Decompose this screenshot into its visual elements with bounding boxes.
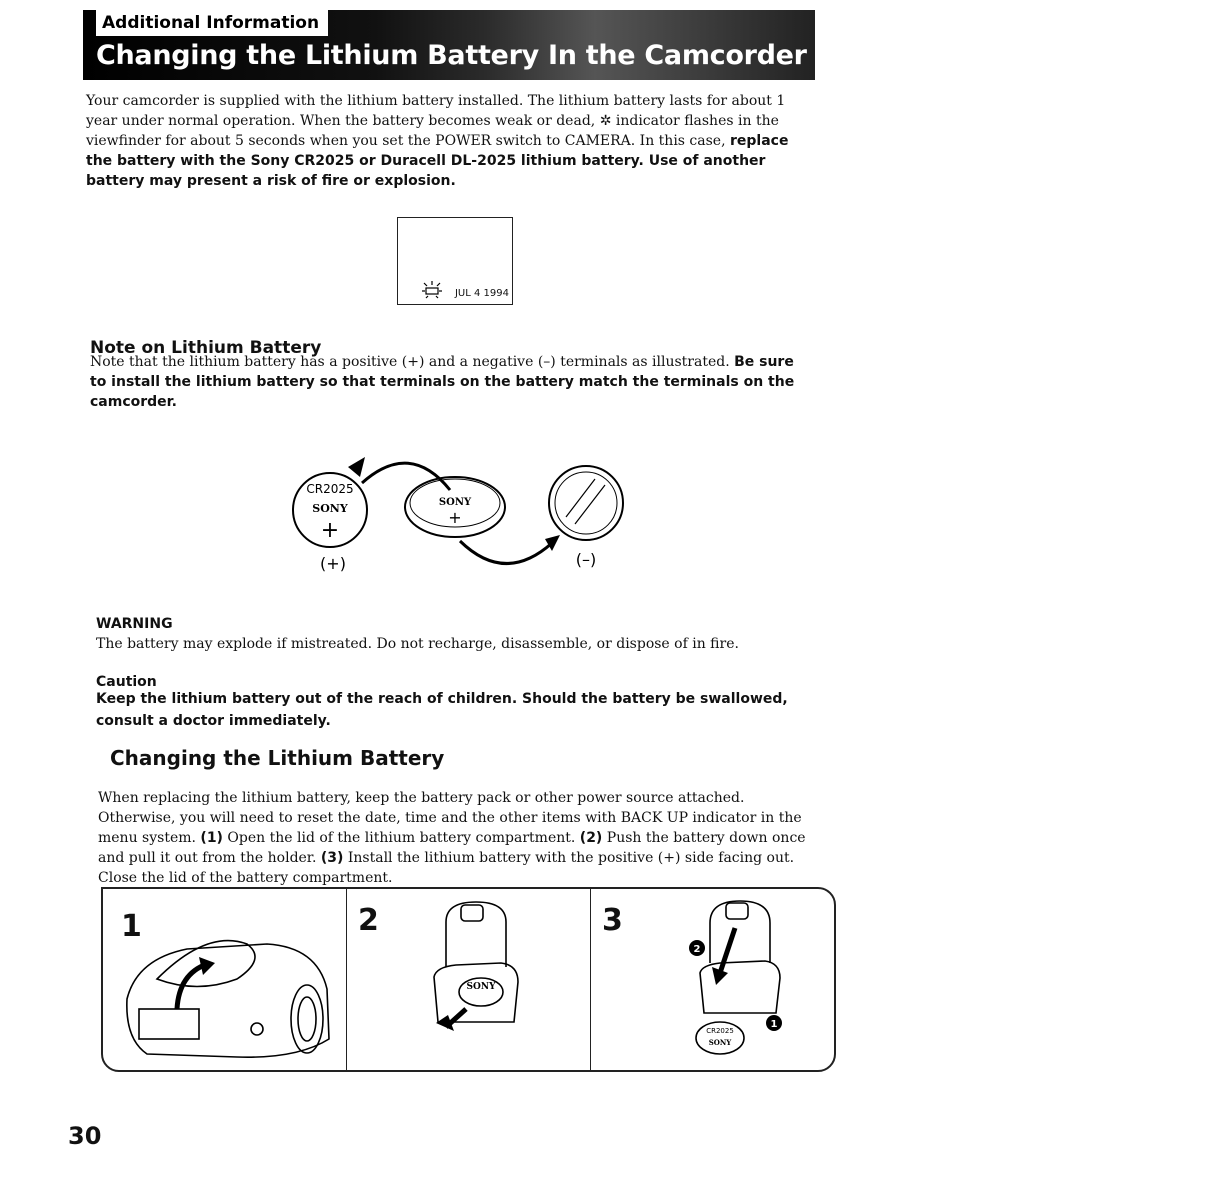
page-title: Changing the Lithium Battery In the Camcorder (96, 40, 807, 71)
camcorder-illustration (117, 919, 339, 1069)
step-number-3: 3 (602, 903, 623, 938)
intro-bold: replace the battery with the Sony CR2025 or Duracell DL-2025 lithium battery. Use of another battery may present a risk of fire or explosion. (86, 133, 789, 189)
step-ref-2: (2) (579, 830, 603, 846)
battery-install-illustration (650, 893, 820, 1063)
step-panel-3 (590, 889, 834, 1070)
tilted-battery-plus: + (448, 508, 462, 527)
callout-1: 1 (770, 1019, 778, 1030)
viewfinder-display (397, 217, 513, 305)
note-heading: Note on Lithium Battery (90, 338, 322, 358)
caution-heading: Caution (96, 674, 157, 690)
caution-text: Keep the lithium battery out of the reach of children. Should the battery be swallowed, consult a doctor immediately. (96, 691, 788, 729)
step-ref-1: (1) (200, 830, 223, 846)
warning-text: The battery may explode if mistreated. Do not recharge, disassemble, or dispose of in fire. (96, 636, 739, 652)
install-battery-model: CR2025 (706, 1027, 734, 1035)
callout-2: 2 (693, 944, 701, 955)
step-text-3: Install the lithium battery with the positive (+) side facing out. Close the lid of the battery compartment. (98, 850, 795, 886)
battery-negative-side (549, 466, 623, 540)
step-number-1: 1 (121, 909, 142, 944)
battery-flash-icon (420, 279, 444, 301)
step-text-2: Push the battery down once and pull it out from the holder. (98, 830, 806, 866)
battery-model-label: CR2025 (306, 482, 354, 496)
warning-heading: WARNING (96, 616, 173, 632)
battery-compartment-open-illustration (426, 897, 526, 1037)
display-date: JUL 4 1994 (454, 288, 509, 299)
step-number-2: 2 (358, 903, 379, 938)
note-paragraph (90, 352, 810, 412)
install-battery-brand: SONY (708, 1038, 732, 1047)
battery-warning-icon: ✲ (599, 113, 612, 129)
step-panel-2 (346, 889, 591, 1070)
battery-terminals-figure (290, 445, 640, 585)
step-text-1: Open the lid of the lithium battery compartment. (222, 830, 580, 846)
intro-paragraph (86, 91, 816, 191)
changing-heading: Changing the Lithium Battery (110, 746, 445, 770)
intro-text: Your camcorder is supplied with the lithium battery installed. The lithium battery lasts for about 1 year under normal operation. When the battery becomes weak or dead, (86, 93, 786, 129)
note-text: Note that the lithium battery has a positive (+) and a negative (–) terminals as illustrated. (90, 354, 735, 370)
section-label: Additional Information (96, 10, 328, 36)
battery-plus-sign: + (320, 518, 340, 543)
step-panel-1 (103, 889, 347, 1070)
page-number: 30 (68, 1122, 102, 1150)
changing-text: When replacing the lithium battery, keep the battery pack or other power source attached. Otherwise, you will need to reset the date, time and the other items with BACK UP indicator in the menu system. (98, 790, 802, 846)
battery-brand-label: SONY (312, 502, 348, 515)
step-ref-3: (3) (320, 850, 344, 866)
changing-paragraph (98, 788, 813, 888)
tilted-battery-brand: SONY (438, 497, 472, 508)
note-bold: Be sure to install the lithium battery so that terminals on the battery match the terminals on the camcorder. (90, 354, 795, 410)
compartment-battery-brand: SONY (466, 982, 496, 992)
intro-text-after-icon: indicator flashes in the viewfinder for about 5 seconds when you set the POWER switch to CAMERA. In this case, (86, 113, 779, 149)
negative-label: (–) (575, 550, 597, 569)
step-illustrations (101, 887, 836, 1072)
positive-label: (+) (320, 554, 346, 573)
